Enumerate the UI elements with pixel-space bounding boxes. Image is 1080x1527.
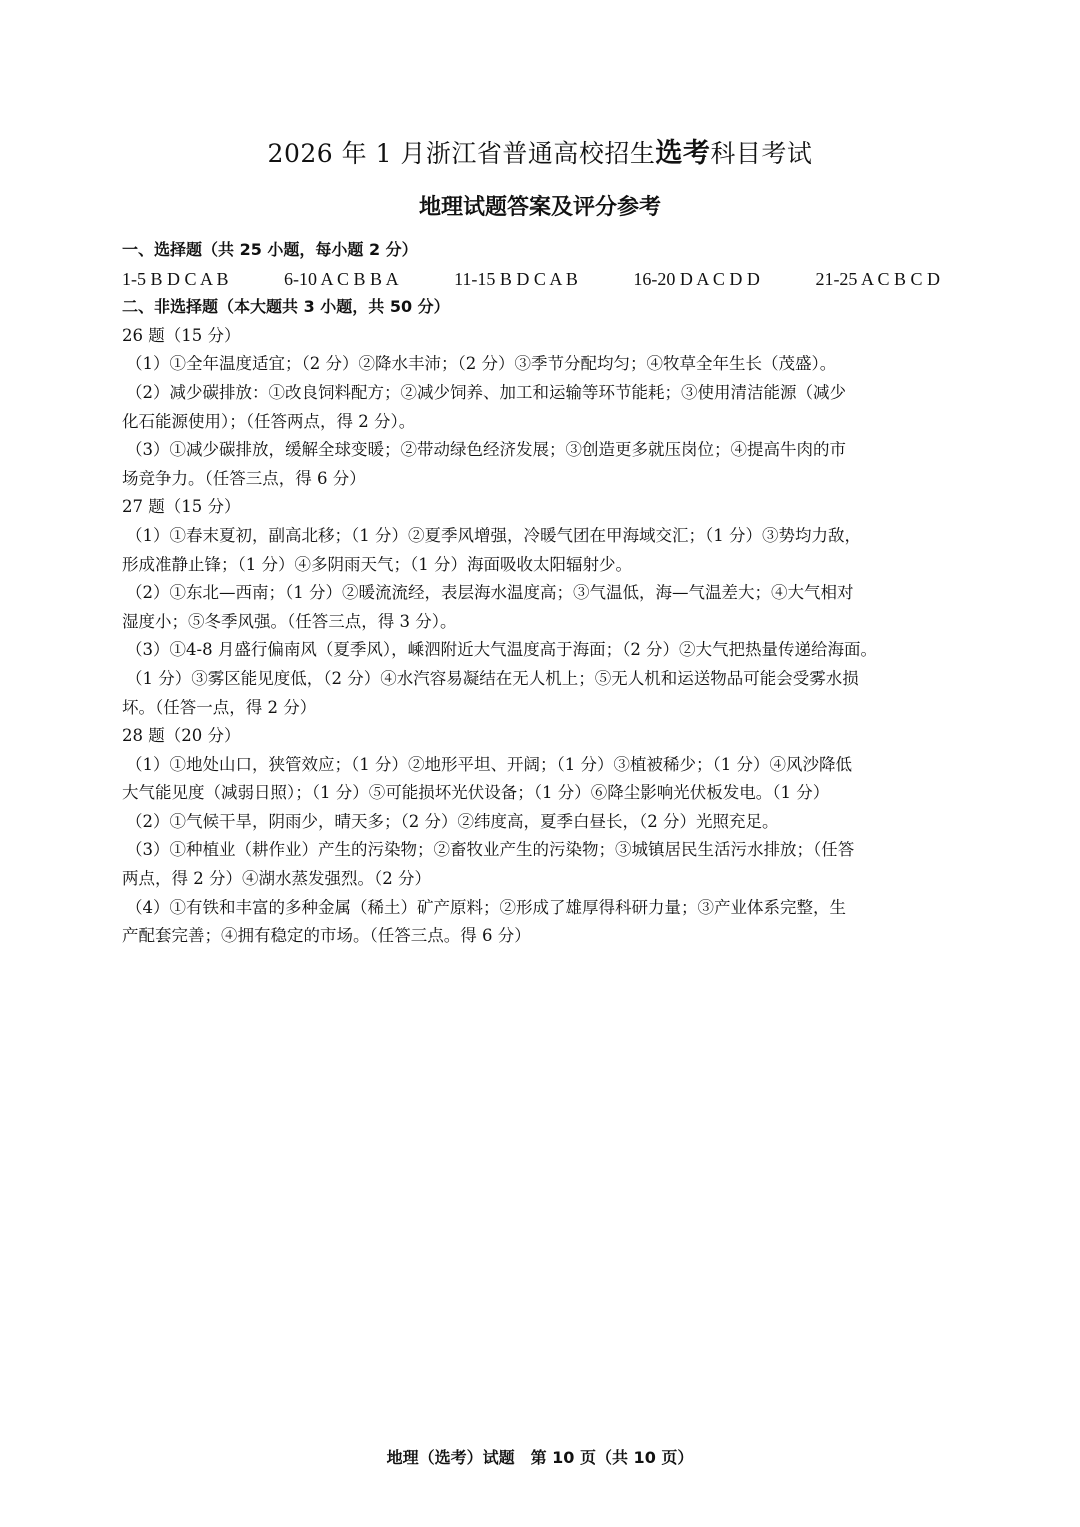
title-part-2: 科目考试 [710, 139, 813, 168]
answer-group: 1-5 B D C A B [122, 268, 229, 289]
question-heading: 27 题（15 分） [122, 497, 241, 517]
answer-line: （3）①种植业（耕作业）产生的污染物；②畜牧业产生的污染物；③城镇居民生活污水排放；（任答 [126, 840, 855, 860]
answer-line: 坏。（任答一点，得 2 分） [122, 697, 317, 717]
answer-line: （1）①地处山口，狭管效应；（1 分）②地形平坦、开阔；（1 分）③植被稀少；（1 分）④风沙降低 [126, 754, 852, 774]
title-emphasis: 选考 [655, 138, 711, 169]
answer-line: （2）①东北—西南；（1 分）②暖流流经，表层海水温度高；③气温低，海—气温差大；④大气相对 [126, 583, 854, 603]
question-heading: 26 题（15 分） [122, 325, 241, 345]
answer-group: 21-25 A C B C D [815, 268, 940, 289]
answer-line: （2）①气候干旱，阴雨少，晴天多；（2 分）②纬度高，夏季白昼长，（2 分）光照充足。 [126, 811, 779, 831]
answer-line: 大气能见度（减弱日照）；（1 分）⑤可能损坏光伏设备；（1 分）⑥降尘影响光伏板发电。（1 分） [122, 783, 830, 803]
answer-line: （1）①春末夏初，副高北移；（1 分）②夏季风增强，冷暖气团在甲海域交汇；（1 分）③势均力敌， [126, 525, 861, 545]
title-part-1: 2026 年 1 月浙江省普通高校招生 [267, 139, 656, 168]
answer-group: 16-20 D A C D D [633, 268, 760, 289]
answer-line: 产配套完善；④拥有稳定的市场。（任答三点。得 6 分） [122, 926, 531, 946]
page-footer: 地理（选考）试题 第 10 页（共 10 页） [386, 1448, 694, 1467]
choice-answers-row [122, 265, 940, 294]
answer-line: （1）①全年温度适宜；（2 分）②降水丰沛；（2 分）③季节分配均匀；④牧草全年生长（茂盛）。 [126, 354, 837, 374]
answer-line: 湿度小；⑤冬季风强。（任答三点，得 3 分）。 [122, 611, 457, 631]
answer-line: （2）减少碳排放：①改良饲料配方；②减少饲养、加工和运输等环节能耗；③使用清洁能源（减少 [126, 382, 846, 402]
answer-group: 11-15 B D C A B [454, 268, 578, 289]
answer-group: 6-10 A C B B A [284, 268, 399, 289]
page-title [0, 136, 1080, 172]
answer-line: 场竞争力。（任答三点，得 6 分） [122, 468, 366, 488]
answer-line: （3）①减少碳排放，缓解全球变暖；②带动绿色经济发展；③创造更多就压岗位；④提高牛肉的市 [126, 440, 846, 460]
answer-line: （3）①4-8 月盛行偏南风（夏季风），嵊泗附近大气温度高于海面；（2 分）②大气把热量传递给海面。 [126, 640, 878, 660]
answer-line: 形成准静止锋；（1 分）④多阴雨天气；（1 分）海面吸收太阳辐射少。 [122, 554, 632, 574]
section-heading-nonchoice: 二、非选择题（本大题共 3 小题，共 50 分） [122, 297, 450, 317]
question-heading: 28 题（20 分） [122, 726, 241, 746]
page-subtitle: 地理试题答案及评分参考 [418, 195, 661, 220]
answer-line: （4）①有铁和丰富的多种金属（稀土）矿产原料；②形成了雄厚得科研力量；③产业体系完整，生 [126, 897, 846, 917]
answer-body [122, 236, 962, 951]
answer-line: 化石能源使用）；（任答两点，得 2 分）。 [122, 411, 416, 431]
answer-line: 两点，得 2 分）④湖水蒸发强烈。（2 分） [122, 869, 431, 889]
section-heading-choice: 一、选择题（共 25 小题，每小题 2 分） [122, 240, 418, 259]
answer-line: （1 分）③雾区能见度低，（2 分）④水汽容易凝结在无人机上；⑤无人机和运送物品可能会受雾水损 [126, 668, 859, 688]
